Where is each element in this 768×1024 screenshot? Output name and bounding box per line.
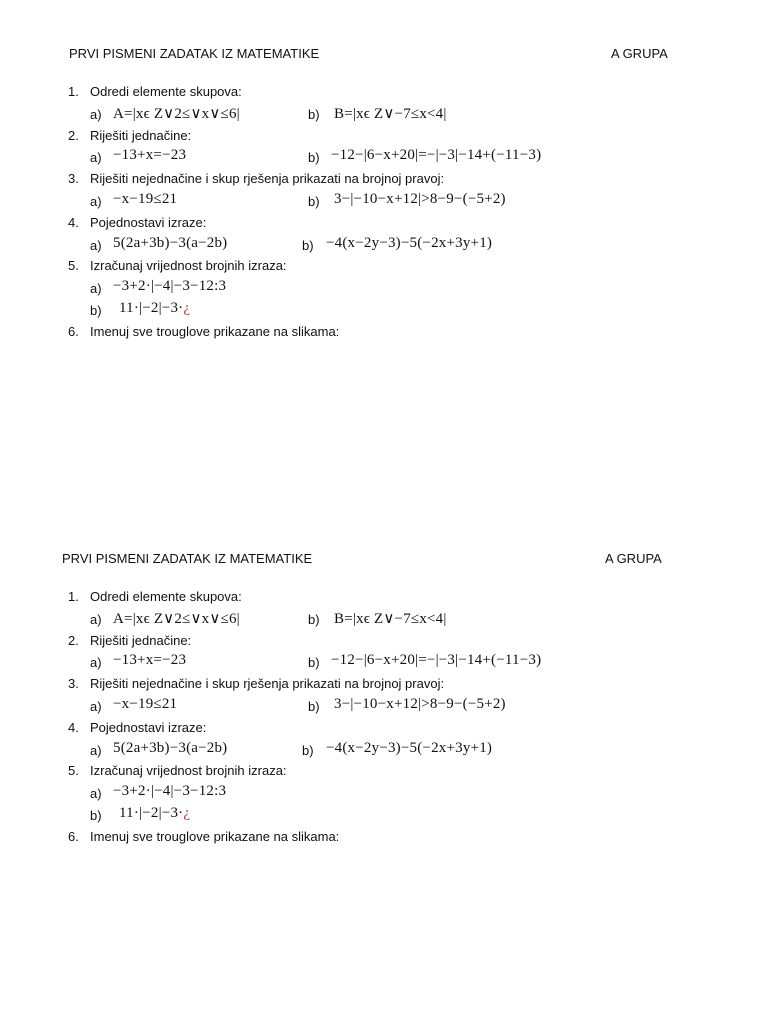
task-5-part-b <box>0 805 768 827</box>
task-number: 4. <box>68 214 79 230</box>
task-3-parts <box>0 191 768 213</box>
task-text: Riješiti jednačine: <box>90 632 192 648</box>
part-b-expression: B=|xϵ Z∨−7≤x<4| <box>334 105 447 122</box>
task-number: 5. <box>68 258 79 274</box>
part-b-expression: 3−|−10−x+12|>8−9−(−5+2) <box>334 695 506 712</box>
exam-group: A GRUPA <box>605 551 662 566</box>
task-5-part-a <box>0 278 768 300</box>
task-number: 1. <box>68 84 79 99</box>
part-b-expression <box>119 300 190 317</box>
task-text: Imenuj sve trouglove prikazane na slikama: <box>90 828 340 844</box>
task-text: Izračunaj vrijednost brojnih izraza: <box>90 763 287 779</box>
task-number: 6. <box>68 828 79 844</box>
part-b-expression-main: 11·|−2|−3· <box>119 299 184 316</box>
part-a-label: a) <box>90 611 102 627</box>
part-b-label: b) <box>308 150 320 166</box>
part-a-expression: A=|xϵ Z∨2≤∨x∨≤6| <box>113 105 240 122</box>
part-a-expression: −13+x=−23 <box>113 147 187 164</box>
part-a-label: a) <box>90 742 102 758</box>
task-text: Imenuj sve trouglove prikazane na slikama: <box>90 323 340 339</box>
part-a-expression: −3+2·|−4|−3−12:3 <box>113 783 227 800</box>
task-list <box>0 82 768 344</box>
part-b-expression: −4(x−2y−3)−5(−2x+3y+1) <box>326 739 493 756</box>
part-b-expression: −12−|6−x+20|=−|−3|−14+(−11−3) <box>331 652 542 669</box>
exam-title: PRVI PISMENI ZADATAK IZ MATEMATIKE <box>62 551 313 566</box>
task-5 <box>0 761 768 783</box>
task-1-parts <box>0 104 768 126</box>
part-a-expression: −13+x=−23 <box>113 652 187 669</box>
part-b-label: b) <box>308 655 320 671</box>
part-b-label: b) <box>302 237 314 253</box>
part-a-expression: −x−19≤21 <box>113 190 178 207</box>
task-text: Pojednostavi izraze: <box>90 719 207 735</box>
task-4-parts <box>0 740 768 762</box>
part-a-expression: −3+2·|−4|−3−12:3 <box>113 278 227 295</box>
task-number: 3. <box>68 676 79 692</box>
part-a-label: a) <box>90 106 102 122</box>
inverted-question-mark: ¿ <box>183 299 191 316</box>
task-4 <box>0 213 768 235</box>
part-b-expression: −4(x−2y−3)−5(−2x+3y+1) <box>326 234 493 251</box>
task-number: 2. <box>68 632 79 648</box>
task-text: Odredi elemente skupova: <box>90 84 242 99</box>
part-b-label: b) <box>302 742 314 758</box>
task-number: 3. <box>68 171 79 187</box>
task-list <box>0 587 768 849</box>
task-number: 5. <box>68 763 79 779</box>
part-b-expression: 3−|−10−x+12|>8−9−(−5+2) <box>334 190 506 207</box>
part-b-label: b) <box>308 611 320 627</box>
exam-group: A GRUPA <box>611 46 668 61</box>
task-5-part-b <box>0 300 768 322</box>
task-text: Odredi elemente skupova: <box>90 589 242 604</box>
exam-title: PRVI PISMENI ZADATAK IZ MATEMATIKE <box>69 46 320 61</box>
part-b-expression-main: 11·|−2|−3· <box>119 804 184 821</box>
task-2-parts <box>0 147 768 169</box>
task-2 <box>0 126 768 148</box>
sheet-header <box>0 46 768 66</box>
task-3-parts <box>0 696 768 718</box>
task-1 <box>0 82 768 104</box>
part-b-label: b) <box>90 807 102 823</box>
task-4-parts <box>0 235 768 257</box>
task-text: Izračunaj vrijednost brojnih izraza: <box>90 258 287 274</box>
part-b-label: b) <box>308 106 320 122</box>
sheet-header <box>0 551 768 571</box>
part-b-expression: −12−|6−x+20|=−|−3|−14+(−11−3) <box>331 147 542 164</box>
part-b-label: b) <box>90 302 102 318</box>
task-text: Riješiti nejednačine i skup rješenja prikazati na brojnoj pravoj: <box>90 171 445 187</box>
part-a-expression: −x−19≤21 <box>113 695 178 712</box>
task-1 <box>0 587 768 609</box>
part-a-expression: 5(2a+3b)−3(a−2b) <box>113 234 228 251</box>
task-text: Riješiti nejednačine i skup rješenja prikazati na brojnoj pravoj: <box>90 676 445 692</box>
task-number: 2. <box>68 127 79 143</box>
task-number: 4. <box>68 719 79 735</box>
part-a-label: a) <box>90 281 102 297</box>
task-4 <box>0 718 768 740</box>
part-b-expression: B=|xϵ Z∨−7≤x<4| <box>334 610 447 627</box>
inverted-question-mark: ¿ <box>183 804 191 821</box>
task-5-part-a <box>0 783 768 805</box>
task-2-parts <box>0 652 768 674</box>
task-text: Pojednostavi izraze: <box>90 214 207 230</box>
task-text: Riješiti jednačine: <box>90 127 192 143</box>
part-a-expression: A=|xϵ Z∨2≤∨x∨≤6| <box>113 610 240 627</box>
part-a-label: a) <box>90 786 102 802</box>
task-2 <box>0 631 768 653</box>
part-b-expression <box>119 805 190 822</box>
task-number: 1. <box>68 589 79 604</box>
task-6 <box>0 322 768 344</box>
task-3 <box>0 169 768 191</box>
part-a-label: a) <box>90 150 102 166</box>
part-a-expression: 5(2a+3b)−3(a−2b) <box>113 739 228 756</box>
task-1-parts <box>0 609 768 631</box>
part-a-label: a) <box>90 698 102 714</box>
part-b-label: b) <box>308 193 320 209</box>
exam-sheet-top <box>0 46 768 344</box>
part-b-label: b) <box>308 698 320 714</box>
part-a-label: a) <box>90 237 102 253</box>
part-a-label: a) <box>90 193 102 209</box>
task-3 <box>0 674 768 696</box>
exam-sheet-bottom <box>0 551 768 849</box>
task-6 <box>0 827 768 849</box>
task-5 <box>0 256 768 278</box>
task-number: 6. <box>68 323 79 339</box>
part-a-label: a) <box>90 655 102 671</box>
